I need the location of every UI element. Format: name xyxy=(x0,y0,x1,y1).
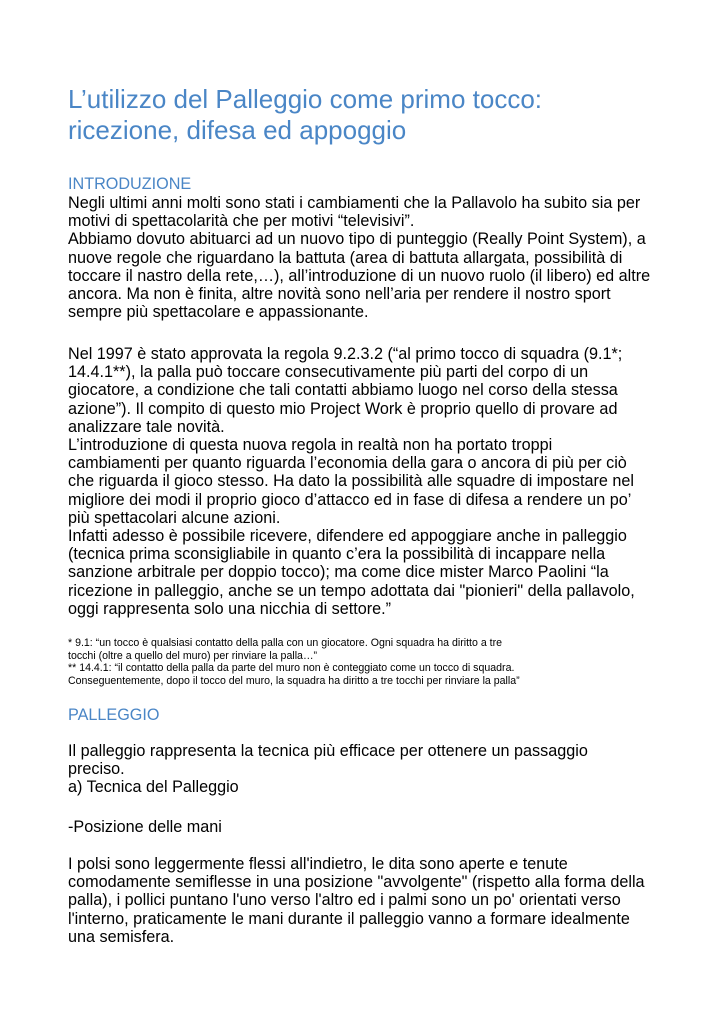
footnote-line: ** 14.4.1: “il contatto della palla da parte del muro non è conteggiato come un tocco di squadra. xyxy=(68,662,515,675)
section-heading-palleggio: PALLEGGIO xyxy=(68,706,160,724)
text-line: toccare il nastro della rete,…), all’introduzione di un nuovo ruolo (il libero) ed altre xyxy=(68,266,651,285)
text-line: motivi di spettacolarità che per motivi “televisivi”. xyxy=(68,212,415,231)
text-line: l'interno, praticamente le mani durante il palleggio vanno a formare idealmente xyxy=(68,909,630,928)
text-line: Il palleggio rappresenta la tecnica più efficace per ottenere un passaggio xyxy=(68,742,588,760)
title-line: ricezione, difesa ed appoggio xyxy=(68,115,407,145)
palleggio-paragraph-1 xyxy=(68,742,668,797)
text-line: più spettacolari alcune azioni. xyxy=(68,508,281,527)
text-line: sanzione arbitrale per doppio tocco); ma come dice mister Marco Paolini “la xyxy=(68,563,609,582)
text-line: che riguarda il gioco stesso. Ha dato la possibilità alle squadre di impostare nel xyxy=(68,472,634,491)
text-line: azione”). Il compito di questo mio Project Work è proprio quello di provare ad xyxy=(68,399,618,418)
section-heading-introduzione: INTRODUZIONE xyxy=(68,175,192,193)
text-line: nuove regole che riguardano la battuta (area di battuta allargata, possibilità di xyxy=(68,248,623,267)
text-line: migliore dei modi il proprio gioco d’attacco ed in fase di difesa a rendere un po’ xyxy=(68,490,632,509)
text-line: comodamente semiflesse in una posizione "avvolgente" (rispetto alla forma della xyxy=(68,873,645,892)
intro-paragraph-1 xyxy=(68,194,668,321)
text-line: oggi rappresenta solo una nicchia di settore.” xyxy=(68,599,392,618)
text-line: Negli ultimi anni molti sono stati i cambiamenti che la Pallavolo ha subito sia per xyxy=(68,194,641,212)
footnote-line: Conseguentemente, dopo il tocco del muro, la squadra ha diritto a tre tocchi per rinviare la palla” xyxy=(68,674,520,687)
text-line: 14.4.1**), la palla può toccare consecutivamente più parti del corpo di un xyxy=(68,363,589,382)
text-line: ancora. Ma non è finita, altre novità sono nell’aria per rendere il nostro sport xyxy=(68,285,611,304)
text-line: sempre più spettacolare e appassionante. xyxy=(68,303,369,322)
text-line: preciso. xyxy=(68,760,125,779)
text-line: giocatore, a condizione che tali contatti abbiamo luogo nel corso della stessa xyxy=(68,381,618,400)
intro-paragraph-2 xyxy=(68,345,668,618)
palleggio-paragraph-2 xyxy=(68,818,668,836)
text-line: palla), i pollici puntano l'uno verso l'altro ed i palmi sono un po' orientati verso xyxy=(68,891,621,910)
palleggio-paragraph-3 xyxy=(68,855,668,946)
text-line: ricezione in palleggio, anche se un tempo adottata dai "pionieri" della pallavolo, xyxy=(68,581,635,600)
title-line: L’utilizzo del Palleggio come primo tocco: xyxy=(68,84,543,114)
text-line: L’introduzione di questa nuova regola in realtà non ha portato troppi xyxy=(68,436,553,455)
text-line: (tecnica prima sconsigliabile in quanto c’era la possibilità di incappare nella xyxy=(68,545,606,564)
footnote-line: * 9.1: “un tocco è qualsiasi contatto della palla con un giocatore. Ogni squadra ha diritto a tre xyxy=(68,637,503,649)
text-line: I polsi sono leggermente flessi all'indietro, le dita sono aperte e tenute xyxy=(68,855,568,873)
text-line: cambiamenti per quanto riguarda l’economia della gara o ancora di più per ciò xyxy=(68,454,627,473)
text-line: Abbiamo dovuto abituarci ad un nuovo tipo di punteggio (Really Point System), a xyxy=(68,230,646,249)
text-line: Infatti adesso è possibile ricevere, difendere ed appoggiare anche in palleggio xyxy=(68,527,627,546)
text-line: analizzare tale novità. xyxy=(68,417,225,436)
text-line: a) Tecnica del Palleggio xyxy=(68,778,239,797)
text-line: -Posizione delle mani xyxy=(68,818,222,836)
footnotes xyxy=(68,637,668,687)
document-title xyxy=(68,84,708,146)
footnote-line: tocchi (oltre a quello del muro) per rinviare la palla…” xyxy=(68,649,318,662)
text-line: una semisfera. xyxy=(68,927,175,946)
text-line: Nel 1997 è stato approvata la regola 9.2.3.2 (“al primo tocco di squadra (9.1*; xyxy=(68,345,623,363)
